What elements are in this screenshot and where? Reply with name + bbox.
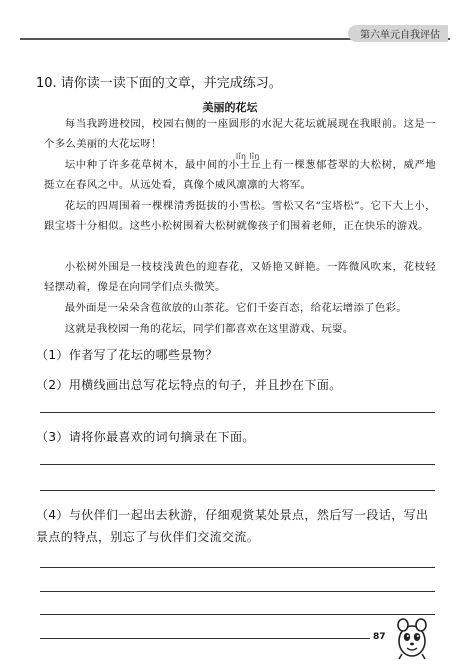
- answer-line[interactable]: [40, 412, 435, 413]
- page-header: [0, 10, 460, 40]
- subquestion-2: （2）用横线画出总写花坛特点的句子，并且抄在下面。: [36, 378, 342, 392]
- unit-title: 第六单元自我评估: [348, 25, 448, 42]
- subquestion-1: （1）作者写了花坛的哪些景物？: [36, 348, 218, 362]
- article-paragraph: 这就是我校园一角的花坛，同学们都喜欢在这里游戏、玩耍。: [64, 323, 354, 335]
- answer-line[interactable]: [40, 567, 435, 568]
- answer-line[interactable]: [40, 490, 435, 491]
- pinyin-annotation: lǐn lǐn: [236, 152, 260, 161]
- answer-line[interactable]: [40, 614, 435, 615]
- article-paragraph: 小松树外围是一枝枝浅黄色的迎春花，又娇艳又鲜艳。一阵微风吹来，花枝轻轻摆动着，像是在向同学们点头微笑。: [44, 261, 436, 293]
- article-paragraph: 每当我跨进校园，校园右侧的一座圆形的水泥大花坛就展现在我眼前。这是一个多么美丽的大花坛呀！: [44, 118, 436, 150]
- article-paragraph: 坛中种了许多花草树木，最中间的小土丘上有一棵葱郁苍翠的大松树，威严地挺立在春风之中。从远处看，真像个威风凛凛的大将军。: [44, 159, 436, 191]
- answer-line[interactable]: [40, 591, 435, 592]
- subquestion-3: （3）请将你最喜欢的词句摘录在下面。: [36, 430, 255, 444]
- page-number: 87: [373, 632, 386, 642]
- answer-line[interactable]: [40, 638, 370, 639]
- article-title: 美丽的花坛: [202, 101, 258, 114]
- article-paragraph: 最外面是一朵朵含苞欲放的山茶花。它们千姿百态，给花坛增添了色彩。: [64, 302, 407, 314]
- article-paragraph: 花坛的四周围着一棵棵清秀挺拔的小雪松。雪松又名“宝塔松”。它下大上小，跟宝塔十分相似。这些小松树围着大松树就像孩子们围着老师，正在快乐的游戏。: [44, 200, 436, 232]
- question-title: 10. 请你读一读下面的文章，并完成练习。: [36, 76, 282, 91]
- subquestion-4: （4）与伙伴们一起出去秋游，仔细观赏某处景点，然后写一段话，写出景点的特点，别忘了与伙伴们交流交流。: [36, 508, 429, 544]
- mascot-icon: [392, 614, 432, 660]
- answer-line[interactable]: [40, 464, 435, 465]
